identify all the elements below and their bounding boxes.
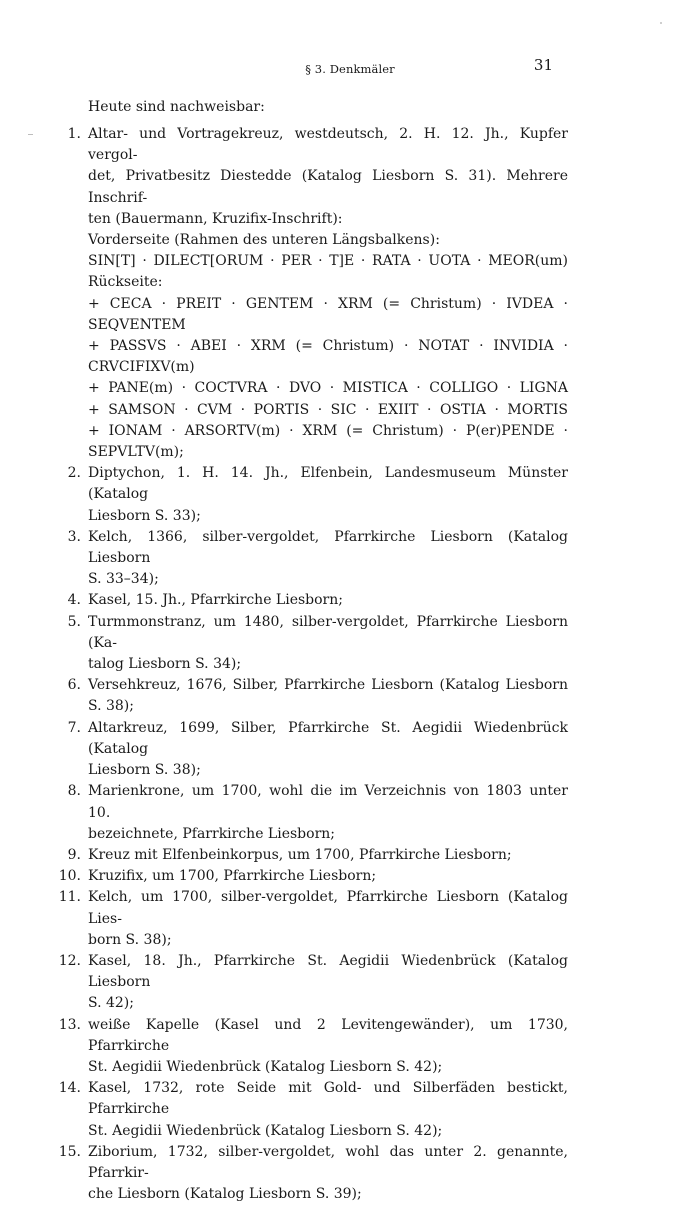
list-item [52, 1142, 568, 1205]
item-text-line: SEPVLTV(m); [88, 444, 184, 461]
item-text-line: Kelch, 1366, silber-vergoldet, Pfarrkirche Liesborn (Katalog Liesborn [88, 528, 568, 567]
item-number: 3. [67, 528, 81, 545]
item-text-line: bezeichnete, Pfarrkirche Liesborn; [88, 825, 335, 842]
item-text-line: Kasel, 18. Jh., Pfarrkirche St. Aegidii Wiedenbrück (Katalog Liesborn [88, 952, 568, 991]
item-text-line: Kruzifix, um 1700, Pfarrkirche Liesborn; [88, 868, 377, 885]
item-text-line: Ziborium, 1732, silber-vergoldet, wohl das unter 2. genannte, Pfarrkir- [88, 1143, 568, 1181]
item-text-line: + IONAM · ARSORTV(m) · XRM (= Christum) · P(er)PENDE · [88, 422, 568, 439]
page-number: 31 [533, 56, 553, 74]
item-number: 6. [67, 677, 81, 694]
item-number: 13. [58, 1016, 81, 1033]
item-text-line: + CECA · PREIT · GENTEM · XRM (= Christum) · IVDEA · [88, 295, 568, 312]
list-item [52, 718, 568, 782]
item-text-line: + PANE(m) · COCTVRA · DVO · MISTICA · COLLIGO · LIGNA [88, 380, 568, 397]
item-number: 14. [58, 1080, 81, 1097]
item-text-line: talog Liesborn S. 34); [88, 656, 242, 673]
list-item [52, 951, 568, 1015]
item-text-line: det, Privatbesitz Diestedde (Katalog Liesborn S. 31). Mehrere Inschrif- [88, 168, 568, 206]
item-text-line: Turmmonstranz, um 1480, silber-vergoldet, Pfarrkirche Liesborn (Ka- [88, 613, 568, 651]
item-text-line: che Liesborn (Katalog Liesborn S. 39); [88, 1186, 362, 1203]
item-number: 11. [58, 889, 81, 906]
item-number: 7. [67, 719, 81, 736]
margin-mark [28, 134, 33, 135]
item-text-line: Kelch, um 1700, silber-vergoldet, Pfarrkirche Liesborn (Katalog Lies- [88, 889, 568, 927]
list-item [52, 845, 568, 866]
item-text-line: Liesborn S. 33); [88, 507, 201, 524]
list-item [52, 590, 568, 611]
item-text-line: Altarkreuz, 1699, Silber, Pfarrkirche St. Aegidii Wiedenbrück (Katalog [88, 719, 568, 757]
item-text-line: + SAMSON · CVM · PORTIS · SIC · EXIIT · OSTIA · MORTIS [88, 401, 568, 418]
item-number: 10. [58, 868, 81, 885]
item-text-line: ten (Bauermann, Kruzifix-Inschrift): [88, 210, 343, 227]
item-number: 15. [58, 1143, 81, 1160]
item-text-line: Versehkreuz, 1676, Silber, Pfarrkirche Liesborn (Katalog Liesborn [88, 677, 568, 694]
item-text-line: Diptychon, 1. H. 14. Jh., Elfenbein, Landesmuseum Münster (Katalog [88, 465, 568, 503]
running-head: § 3. Denkmäler [305, 62, 395, 76]
item-text-line: Kasel, 15. Jh., Pfarrkirche Liesborn; [88, 592, 343, 609]
item-text-line: St. Aegidii Wiedenbrück (Katalog Liesborn S. 42); [88, 1122, 443, 1139]
list-item [52, 866, 568, 887]
item-text-line: Rückseite: [88, 274, 163, 291]
item-text-line: Liesborn S. 38); [88, 762, 201, 779]
list-item [52, 527, 568, 591]
item-text-line: Kasel, 1732, rote Seide mit Gold- und Silberfäden bestickt, Pfarrkirche [88, 1080, 568, 1118]
list-item [52, 1078, 568, 1142]
item-text-line: CRVCIFIXV(m) [88, 359, 195, 376]
item-text-line: S. 33–34); [88, 571, 159, 588]
list-item [52, 463, 568, 527]
item-text-line: Altar- und Vortragekreuz, westdeutsch, 2. H. 12. Jh., Kupfer vergol- [88, 126, 568, 164]
item-text-line: + PASSVS · ABEI · XRM (= Christum) · NOTAT · INVIDIA · [88, 338, 568, 355]
item-number: 2. [67, 465, 81, 482]
list-item [52, 781, 568, 845]
list-item [52, 1015, 568, 1079]
item-text-line: Vorderseite (Rahmen des unteren Längsbalkens): [88, 232, 440, 249]
intro-text: Heute sind nachweisbar: [88, 99, 265, 115]
item-text-line: SEQVENTEM [88, 316, 186, 333]
item-text-line: Kreuz mit Elfenbeinkorpus, um 1700, Pfarrkirche Liesborn; [88, 846, 512, 863]
item-text-line: S. 38); [88, 698, 134, 715]
monument-list [52, 124, 568, 1205]
item-text-line: born S. 38); [88, 931, 172, 948]
item-text-line: SIN[T] · DILECT[ORUM · PER · T]E · RATA · UOTA · MEOR(um) [88, 253, 568, 270]
scan-dot [660, 22, 662, 24]
list-item [52, 612, 568, 676]
list-item [52, 124, 568, 463]
item-text-line: Marienkrone, um 1700, wohl die im Verzeichnis von 1803 unter 10. [88, 783, 568, 821]
list-item [52, 675, 568, 717]
item-text-line: S. 42); [88, 995, 134, 1012]
item-text-line: weiße Kapelle (Kasel und 2 Levitengewänder), um 1730, Pfarrkirche [88, 1016, 568, 1054]
list-item [52, 887, 568, 951]
item-number: 8. [67, 783, 81, 800]
item-number: 9. [67, 846, 81, 863]
item-text-line: St. Aegidii Wiedenbrück (Katalog Liesborn S. 42); [88, 1058, 443, 1075]
item-number: 12. [58, 952, 81, 969]
item-number: 1. [67, 126, 81, 142]
item-number: 4. [67, 592, 81, 609]
item-number: 5. [67, 613, 81, 630]
